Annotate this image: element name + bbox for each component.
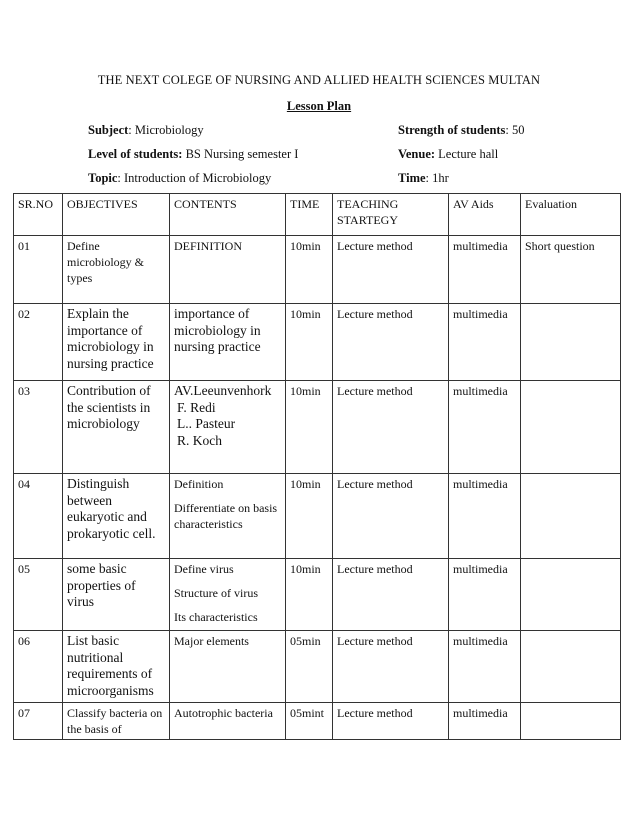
row-sr: 03 — [14, 381, 63, 474]
row-sr: 04 — [14, 474, 63, 559]
row-sr: 01 — [14, 236, 63, 304]
header-objectives: OBJECTIVES — [63, 194, 170, 236]
subject-line — [88, 123, 204, 138]
row-strategy: Lecture method — [333, 559, 449, 631]
row-time: 10min — [286, 559, 333, 631]
row-sr: 02 — [14, 304, 63, 381]
row-strategy: Lecture method — [333, 631, 449, 703]
lesson-plan-heading: Lesson Plan — [286, 99, 352, 113]
row-contents: importance of microbiology in nursing practice — [170, 304, 286, 381]
row-strategy: Lecture method — [333, 703, 449, 740]
row-objective: some basic properties of virus — [63, 559, 170, 631]
row-time: 10min — [286, 381, 333, 474]
topic-label: Topic — [88, 171, 118, 185]
row-time: 10min — [286, 304, 333, 381]
row-strategy: Lecture method — [333, 236, 449, 304]
header-srno: SR.NO — [14, 194, 63, 236]
time-line — [398, 171, 449, 186]
row-contents — [170, 559, 286, 631]
level-label: Level of students: — [88, 147, 183, 161]
time-label: Time — [398, 171, 426, 185]
header-evaluation: Evaluation — [521, 194, 621, 236]
row-av-aids: multimedia — [449, 474, 521, 559]
row-strategy: Lecture method — [333, 381, 449, 474]
subject-label: Subject — [88, 123, 129, 137]
row-av-aids: multimedia — [449, 381, 521, 474]
row-time: 05mint — [286, 703, 333, 740]
row-objective: List basic nutritional requirements of microorganisms — [63, 631, 170, 703]
content-item: Its characteristics — [174, 610, 258, 624]
header-teaching-strategy: TEACHING STARTEGY — [333, 194, 449, 236]
table-row — [14, 304, 621, 381]
venue-label: Venue: — [398, 147, 436, 161]
row-objective: Explain the importance of microbiology in nursing practice — [63, 304, 170, 381]
row-strategy: Lecture method — [333, 474, 449, 559]
row-sr: 06 — [14, 631, 63, 703]
row-contents — [170, 474, 286, 559]
row-evaluation: Short question — [521, 236, 621, 304]
venue-line — [398, 147, 498, 162]
row-av-aids: multimedia — [449, 304, 521, 381]
table-row — [14, 474, 621, 559]
row-av-aids: multimedia — [449, 559, 521, 631]
row-evaluation — [521, 304, 621, 381]
institution-title: THE NEXT COLEGE OF NURSING AND ALLIED HEALTH SCIENCES MULTAN — [97, 73, 541, 87]
scientist-item: AV.Leeunvenhork — [174, 383, 272, 398]
row-sr: 07 — [14, 703, 63, 740]
row-evaluation — [521, 703, 621, 740]
strength-label: Strength of students — [398, 123, 506, 137]
row-contents: Major elements — [170, 631, 286, 703]
content-item: Structure of virus — [174, 586, 258, 600]
scientist-item: F. Redi — [177, 399, 216, 415]
strength-line — [398, 123, 525, 138]
row-evaluation — [521, 381, 621, 474]
row-av-aids: multimedia — [449, 631, 521, 703]
row-time: 05min — [286, 631, 333, 703]
strength-value: : 50 — [505, 123, 525, 137]
level-value: BS Nursing semester I — [182, 147, 299, 161]
row-evaluation — [521, 559, 621, 631]
content-item: Define virus — [174, 562, 234, 576]
table-row — [14, 559, 621, 631]
row-contents — [170, 381, 286, 474]
topic-line — [88, 171, 271, 186]
row-contents: Autotrophic bacteria — [170, 703, 286, 740]
row-strategy: Lecture method — [333, 304, 449, 381]
table-header-row — [14, 194, 621, 236]
row-time: 10min — [286, 236, 333, 304]
topic-value: : Introduction of Microbiology — [117, 171, 272, 185]
content-item: Differentiate on basis characteristics — [174, 501, 278, 531]
venue-value: Lecture hall — [435, 147, 499, 161]
row-sr: 05 — [14, 559, 63, 631]
table-row — [14, 631, 621, 703]
row-objective: Define microbiology & types — [63, 236, 170, 304]
row-av-aids: multimedia — [449, 236, 521, 304]
row-time: 10min — [286, 474, 333, 559]
scientist-item: L.. Pasteur — [177, 416, 236, 431]
subject-value: : Microbiology — [128, 123, 204, 137]
header-av-aids: AV Aids — [449, 194, 521, 236]
row-objective: Distinguish between eukaryotic and prokaryotic cell. — [63, 474, 170, 559]
lesson-plan-table — [13, 193, 621, 740]
table-row — [14, 381, 621, 474]
table-row — [14, 703, 621, 740]
time-value: : 1hr — [425, 171, 449, 185]
scientist-item: R. Koch — [177, 432, 222, 448]
row-evaluation — [521, 631, 621, 703]
row-contents: DEFINITION — [170, 236, 286, 304]
table-row — [14, 236, 621, 304]
row-objective: Contribution of the scientists in microbiology — [63, 381, 170, 474]
content-item: Definition — [174, 477, 224, 491]
level-line — [88, 147, 298, 162]
header-time: TIME — [286, 194, 333, 236]
row-av-aids: multimedia — [449, 703, 521, 740]
row-objective: Classify bacteria on the basis of — [63, 703, 170, 740]
header-contents: CONTENTS — [170, 194, 286, 236]
row-evaluation — [521, 474, 621, 559]
